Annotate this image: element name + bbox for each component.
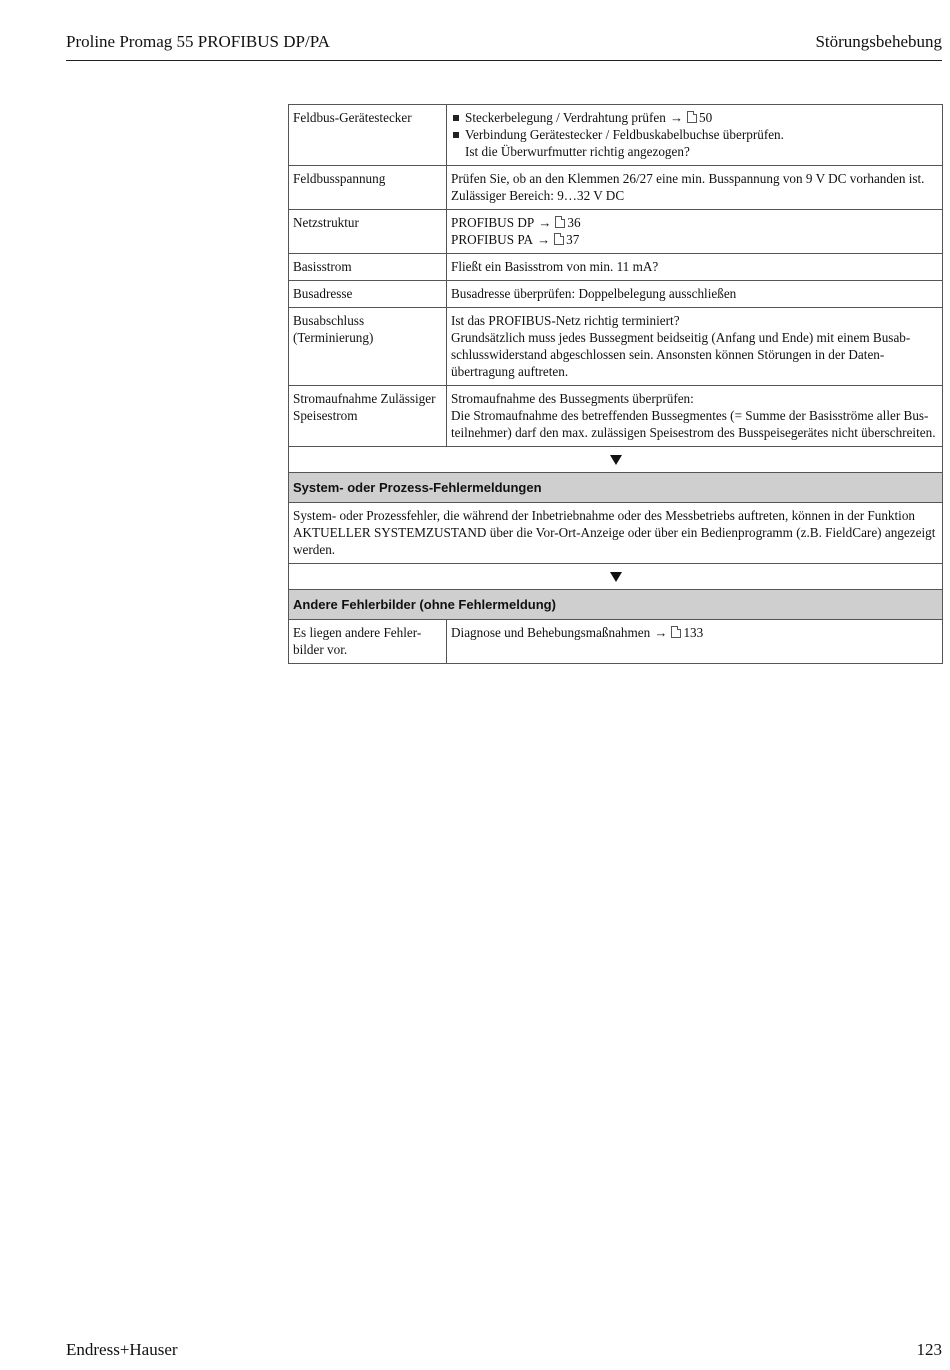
row-content (447, 105, 943, 166)
list-item (451, 109, 938, 126)
row-label (289, 308, 447, 386)
row-content: Busadresse überprüfen: Doppelbelegung ausschließen (447, 281, 943, 308)
text-line: Stromaufnahme des Bussegments überprüfen: (451, 391, 694, 406)
row-label (289, 386, 447, 447)
text-line: Zulässiger Bereich: 9…32 V DC (451, 188, 625, 203)
section-header-row (289, 473, 943, 503)
arrow-icon: → (538, 215, 552, 230)
text-line: PROFIBUS DP (451, 215, 535, 230)
arrow-icon: → (669, 110, 683, 125)
label-line: bilder vor. (293, 642, 348, 657)
page-reference-icon (671, 626, 681, 638)
brand-name: Endress+Hauser (66, 1340, 178, 1359)
bullet-text: Ist die Überwurfmutter richtig angezogen? (465, 144, 690, 159)
page-reference: 133 (683, 625, 704, 640)
flow-arrow-row (289, 447, 943, 473)
troubleshooting-table (288, 104, 943, 664)
row-content (447, 166, 943, 210)
arrow-icon: → (654, 625, 668, 640)
table-row (289, 105, 943, 166)
section-header-row (289, 590, 943, 620)
arrow-icon: → (536, 232, 551, 247)
page-reference: 36 (567, 215, 581, 230)
down-triangle-icon (610, 572, 622, 582)
row-label: Basisstrom (289, 254, 447, 281)
table-row (289, 210, 943, 254)
table-row (289, 386, 943, 447)
label-line: Es liegen andere Fehler- (293, 625, 422, 640)
table-row (289, 620, 943, 664)
row-label: Feldbusspannung (289, 166, 447, 210)
section-title: Störungsbehebung (815, 32, 942, 51)
text-line: übertragung auftreten. (451, 364, 569, 379)
table-row (289, 166, 943, 210)
text-line: PROFIBUS PA (451, 232, 533, 247)
page-reference: 37 (566, 232, 580, 247)
document-title: Proline Promag 55 PROFIBUS DP/PA (66, 32, 330, 51)
text-line: Ist das PROFIBUS-Netz richtig terminiert? (451, 313, 680, 328)
bullet-list (451, 109, 938, 160)
page-number: 123 (916, 1340, 942, 1359)
bullet-text: Verbindung Gerätestecker / Feldbuskabelbuchse überprüfen. (465, 127, 784, 142)
label-line: (Terminierung) (293, 330, 374, 345)
section-header-system: System- oder Prozess-Fehlermeldungen (289, 473, 943, 503)
text-line: werden. (293, 542, 336, 557)
text-line: schlusswiderstand abgeschlossen sein. Ansonsten können Störungen in der Daten- (451, 347, 885, 362)
page-header (66, 30, 942, 61)
table-row (289, 503, 943, 564)
row-content (447, 210, 943, 254)
row-label: Netzstruktur (289, 210, 447, 254)
row-content (447, 620, 943, 664)
down-triangle-icon (610, 455, 622, 465)
row-label: Busadresse (289, 281, 447, 308)
row-label: Feldbus-Gerätestecker (289, 105, 447, 166)
flow-arrow-row (289, 564, 943, 590)
label-line: Busabschluss (293, 313, 365, 328)
row-label (289, 620, 447, 664)
table-row (289, 308, 943, 386)
text-line: AKTUELLER SYSTEMZUSTAND über die Vor-Ort-Anzeige oder über ein Bedienprogramm (z.B. FieldCare) angezeigt (293, 525, 936, 540)
text-line: System- oder Prozessfehler, die während der Inbetriebnahme oder des Messbetriebs auftreten, können in der Funktion (293, 508, 916, 523)
text-line: teilnehmer) darf den max. zulässigen Speisestrom des Busspeisegerätes nicht überschreiten. (451, 425, 936, 440)
flow-arrow-cell (289, 564, 943, 590)
text-line: Grundsätzlich muss jedes Bussegment beidseitig (Anfang und Ende) mit einem Busab- (451, 330, 911, 345)
row-content: Fließt ein Basisstrom von min. 11 mA? (447, 254, 943, 281)
text-line: Prüfen Sie, ob an den Klemmen 26/27 eine min. Busspannung von 9 V DC vorhanden ist. (451, 171, 925, 186)
label-line: Speisestrom (293, 408, 358, 423)
row-content (447, 308, 943, 386)
text-line: Diagnose und Behebungsmaßnahmen (451, 625, 651, 640)
text-line: Die Stromaufnahme des betreffenden Bussegmentes (= Summe der Basisströme aller Bus- (451, 408, 929, 423)
bullet-text: Steckerbelegung / Verdrahtung prüfen (465, 110, 666, 125)
section-text-system (289, 503, 943, 564)
page-reference-icon (554, 233, 564, 245)
list-item (451, 126, 938, 160)
table-row (289, 281, 943, 308)
page-reference-icon (687, 111, 697, 123)
label-line: Stromaufnahme Zulässiger (293, 391, 436, 406)
page-reference-icon (555, 216, 565, 228)
section-header-other: Andere Fehlerbilder (ohne Fehlermeldung) (289, 590, 943, 620)
flow-arrow-cell (289, 447, 943, 473)
row-content (447, 386, 943, 447)
troubleshooting-table-container (288, 104, 942, 664)
page-reference: 50 (699, 110, 713, 125)
table-row (289, 254, 943, 281)
